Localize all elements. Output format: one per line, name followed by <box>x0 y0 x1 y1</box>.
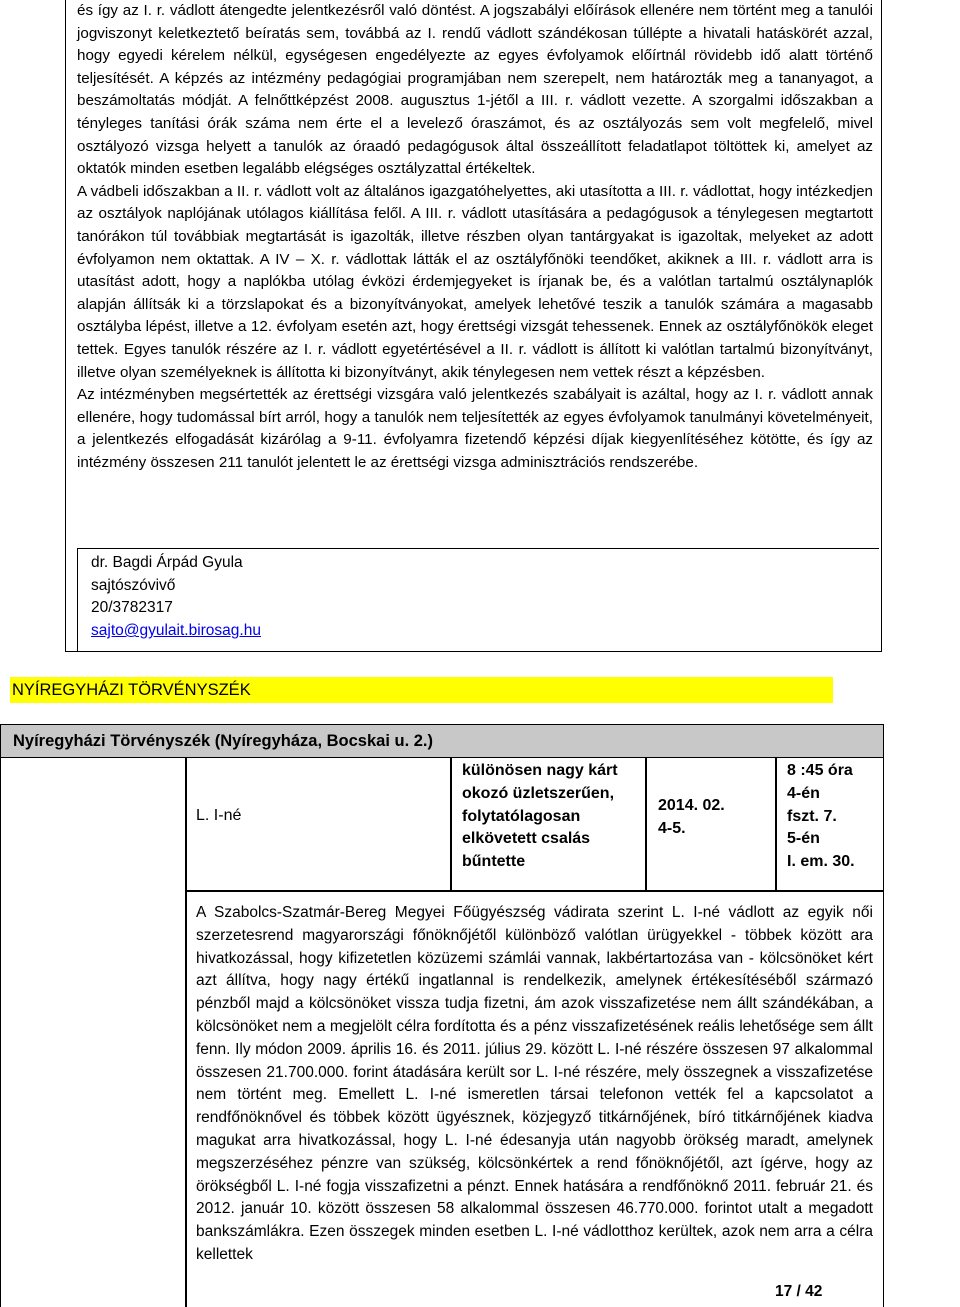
charge-line: okozó üzletszerűen, <box>462 784 615 802</box>
contact-role: sajtószóvivő <box>91 576 176 594</box>
court-heading: NYÍREGYHÁZI TÖRVÉNYSZÉK <box>10 677 833 703</box>
charge <box>462 760 637 874</box>
charge-line: különösen nagy kárt <box>462 762 618 779</box>
case-summary <box>196 902 873 1267</box>
verdict-paragraph-1: és így az I. r. vádlott átengedte jelentkezésről való döntést. A jogszabályi előírások ellenére nem történt meg a tanulói jogviszonyt keletkeztető beíratás sem, továbbá az I. rendű vádlott szándékosan túllépte a hivatali hatáskörét azzal, hogy egyedi kérelem nélkül, egységesen engedélyezte az egyes évfolyamok előírtnál rövidebb idő alatt történő teljesítését. A képzés az intézmény pedagógiai programjában nem szerepelt, nem határozták meg a tananyagot, a beszámoltatás módját. A felnőttképzést 2008. augusztus 1-jétől a III. r. vádlott vezette. A szorgalmi időszakban a tényleges tanítási órák száma nem érte el a levelező óraszámot, és az osztályozás sem volt megfelelő, mivel osztályozó vizsga helyett a tanulók az óraadó pedagógusok által összeállított feladatlapot töltöttek ki, amelyet az oktatók minden esetben legalább elégséges osztályzattal értékeltek. <box>77 2 873 178</box>
verdict-paragraph-2: A vádbeli időszakban a II. r. vádlott volt az általános igazgatóhelyettes, aki utasította a III. r. vádlottat, hogy intézkedjen az osztályok naplójának utólagos kiállítása felől. A III. r. vádlott utasítására a pedagógusok a ténylegesen megtartott tanórákon túl továbbiak megtartását is igazolták, illetve részben olyan tantárgyakat is igazoltak, melyeket az adott évfolyamon nem oktattak. A IV – X. r. vádlottak látták el az osztályfőnöki teendőket, akiknek a III. r. vádlott arra is utasítást adott, hogy a naplókba utólag évközi érdemjegyeket is írjanak be, és a valótlan tartalmú osztálynaplók alapján állítsák ki a törzslapokat és a bizonyítványokat, amelyek lehetővé teszik a tanulók számára a magasabb osztályba lépést, illetve a 12. évfolyam esetén azt, hogy érettségi vizsgát tehessenek. Ennek az osztályfőnökök eleget tettek. Egyes tanulók részére az I. r. vádlott egyetértésével a II. r. vádlott is állított ki valótlan tartalmú bizonyítványt, illetve olyan személyeknek is állította ki bizonyítványt, akik ténylegesen nem vettek részt a képzésben. <box>77 182 873 381</box>
case-summary-text: A Szabolcs-Szatmár-Bereg Megyei Főügyészség vádirata szerint L. I-né vádlott az egyik női szerzetesrend magyarországi főnöknőjétől különböző valótlan ürügyekkel - többek között ara hivatkozással, hogy kifizetetlen közüzemi számlái vannak, lakbértartozása van - kölcsönöket kért azt állítva, hogy nagy értékű ingatlannal is rendelkezik, amelynek értékesítéséből származó pénzből majd a kölcsönöket vissza tudja fizetni, ám azok visszafizetése nem állt szándékában, a kölcsönöket nem a megjelölt célra fordította és a pénz visszafizetésének reális lehetősége sem állt fenn. Ily módon 2009. április 16. és 2011. július 29. között L. I-né részére összesen 97 alkalommal összesen 21.700.000. forint átadására került sor L. I-né részére, mely összegnek a visszafizetése nem történt meg. Emellett L. I-né ismeretlen társai telefonon vették fel a kapcsolatot a rendfőnöknővel és többek között ügyésznek, közjegyző titkárnőjének, bíró titkárnőjének kiadva magukat arra hivatkozással, hogy L. I-né édesanyja után nagyobb örökség maradt, amelynek megszerzéséhez pénzre van szükség, kölcsönkértek a rend főnöknőjétől, azt ígérve, hogy az örökségből L. I-né fogja visszafizetni a pénzt. Ennek hatására a rendfőnöknő 2011. február 21. és 2012. január 10. között összesen 58 alkalommal összesen 46.770.000. forintot utalt a megadott bankszámlákra. Ezen összegek minden esetben L. I-né vádlotthoz kerültek, azok nem arra a célra kellettek <box>196 904 873 1263</box>
hearing-time-room <box>787 760 855 874</box>
charge-line: elkövetett csalás <box>462 830 591 848</box>
charge-line: bűntette <box>462 853 526 871</box>
verdict-text <box>77 0 873 474</box>
table-divider <box>185 758 187 1307</box>
page-number: 17 / 42 <box>775 1283 823 1300</box>
contact-name: dr. Bagdi Árpád Gyula <box>91 554 243 571</box>
table-divider <box>645 758 647 891</box>
verdict-paragraph-3: Az intézményben megsértették az érettségi vizsgára való jelentkezés szabályait is azáltal, hogy az I. r. vádlott annak ellenére, hogy tudomással bírt arról, hogy a tanulók nem teljesítették az egyes évfolyamok tanulmányi követelményeit, a jelentkezés elfogadását kizárólag a 9-11. évfolyamra fizetendő képzési díjak kiegyenlítéséhez kötötte, és így az intézmény összesen 211 tanulót jelentett le az érettségi vizsga adminisztrációs rendszerébe. <box>77 386 873 471</box>
contact-email-link[interactable]: sajto@gyulait.birosag.hu <box>91 622 261 640</box>
time-line: fszt. 7. <box>787 807 837 825</box>
court-table-title: Nyíregyházi Törvényszék (Nyíregyháza, Bocskai u. 2.) <box>1 725 883 758</box>
date-line: 2014. 02. <box>658 797 725 814</box>
table-divider <box>775 758 777 891</box>
time-line: 4-én <box>787 784 820 802</box>
table-divider <box>185 890 884 892</box>
hearing-date <box>658 795 725 841</box>
defendant-name: L. I-né <box>196 807 242 824</box>
date-line: 4-5. <box>658 819 686 837</box>
time-line: 8 :45 óra <box>787 762 853 779</box>
time-line: 5-én <box>787 830 820 848</box>
table-divider <box>450 758 452 891</box>
contact-phone: 20/3782317 <box>91 599 173 617</box>
time-line: I. em. 30. <box>787 853 855 871</box>
charge-line: folytatólagosan <box>462 807 581 825</box>
press-contact <box>91 552 261 643</box>
